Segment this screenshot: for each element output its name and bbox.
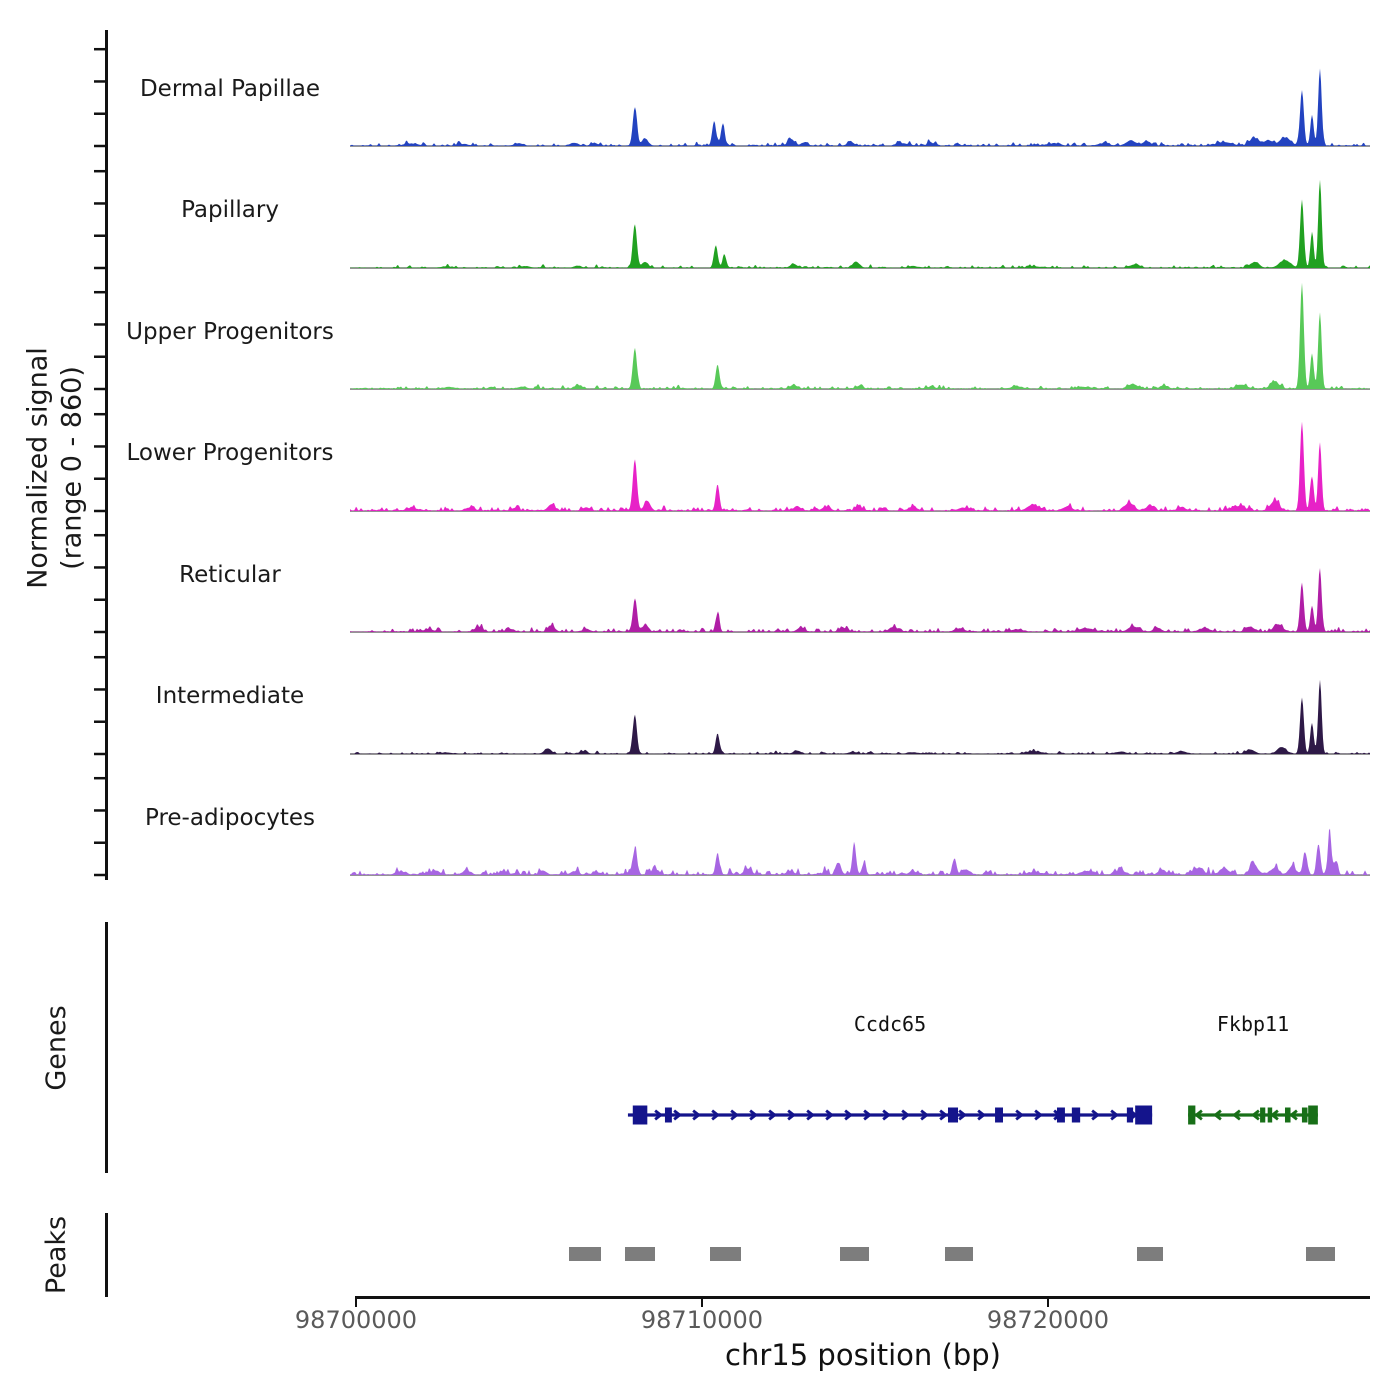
x-axis-line — [355, 1296, 1370, 1299]
gene-label-fkbp11: Fkbp11 — [1216, 1012, 1290, 1036]
gene-models — [350, 1098, 1370, 1134]
x-tick-label-98720000: 98720000 — [986, 1306, 1110, 1334]
x-axis-title: chr15 position (bp) — [725, 1338, 1001, 1372]
signal-track-reticular — [350, 515, 1370, 633]
track-label-papillary: Papillary — [181, 197, 279, 223]
genes-section-label: Genes — [41, 1005, 73, 1091]
genes-axis-spine — [105, 922, 108, 1173]
peak-region — [1137, 1247, 1163, 1261]
track-label-pre-adipocytes: Pre-adipocytes — [144, 805, 316, 831]
peak-region — [1306, 1247, 1335, 1261]
signal-track-dermal-papillae — [350, 29, 1370, 147]
signal-track-lower-progenitors — [350, 394, 1370, 512]
gene-label-ccdc65: Ccdc65 — [853, 1012, 927, 1036]
signal-track-upper-progenitors — [350, 272, 1370, 390]
peak-region — [840, 1247, 869, 1261]
peaks-axis-spine — [105, 1213, 108, 1297]
peaks-section-label: Peaks — [41, 1215, 73, 1295]
y-axis-label — [21, 347, 89, 589]
track-label-intermediate: Intermediate — [155, 683, 305, 709]
peak-region — [710, 1247, 741, 1261]
signal-track-intermediate — [350, 637, 1370, 755]
track-label-upper-progenitors: Upper Progenitors — [126, 319, 334, 345]
y-axis-label-line2: (range 0 - 860) — [56, 366, 87, 570]
track-label-reticular: Reticular — [179, 562, 281, 588]
x-tick-label-98700000: 98700000 — [294, 1306, 418, 1334]
x-tick-label-98710000: 98710000 — [640, 1306, 764, 1334]
peak-region — [945, 1247, 973, 1261]
track-label-dermal-papillae: Dermal Papillae — [139, 76, 321, 102]
peak-region — [625, 1247, 655, 1261]
signal-track-papillary — [350, 151, 1370, 269]
signal-track-pre-adipocytes — [350, 758, 1370, 876]
track-label-lower-progenitors: Lower Progenitors — [126, 440, 334, 466]
peak-region — [569, 1247, 601, 1261]
y-axis-label-line1: Normalized signal — [22, 347, 54, 589]
